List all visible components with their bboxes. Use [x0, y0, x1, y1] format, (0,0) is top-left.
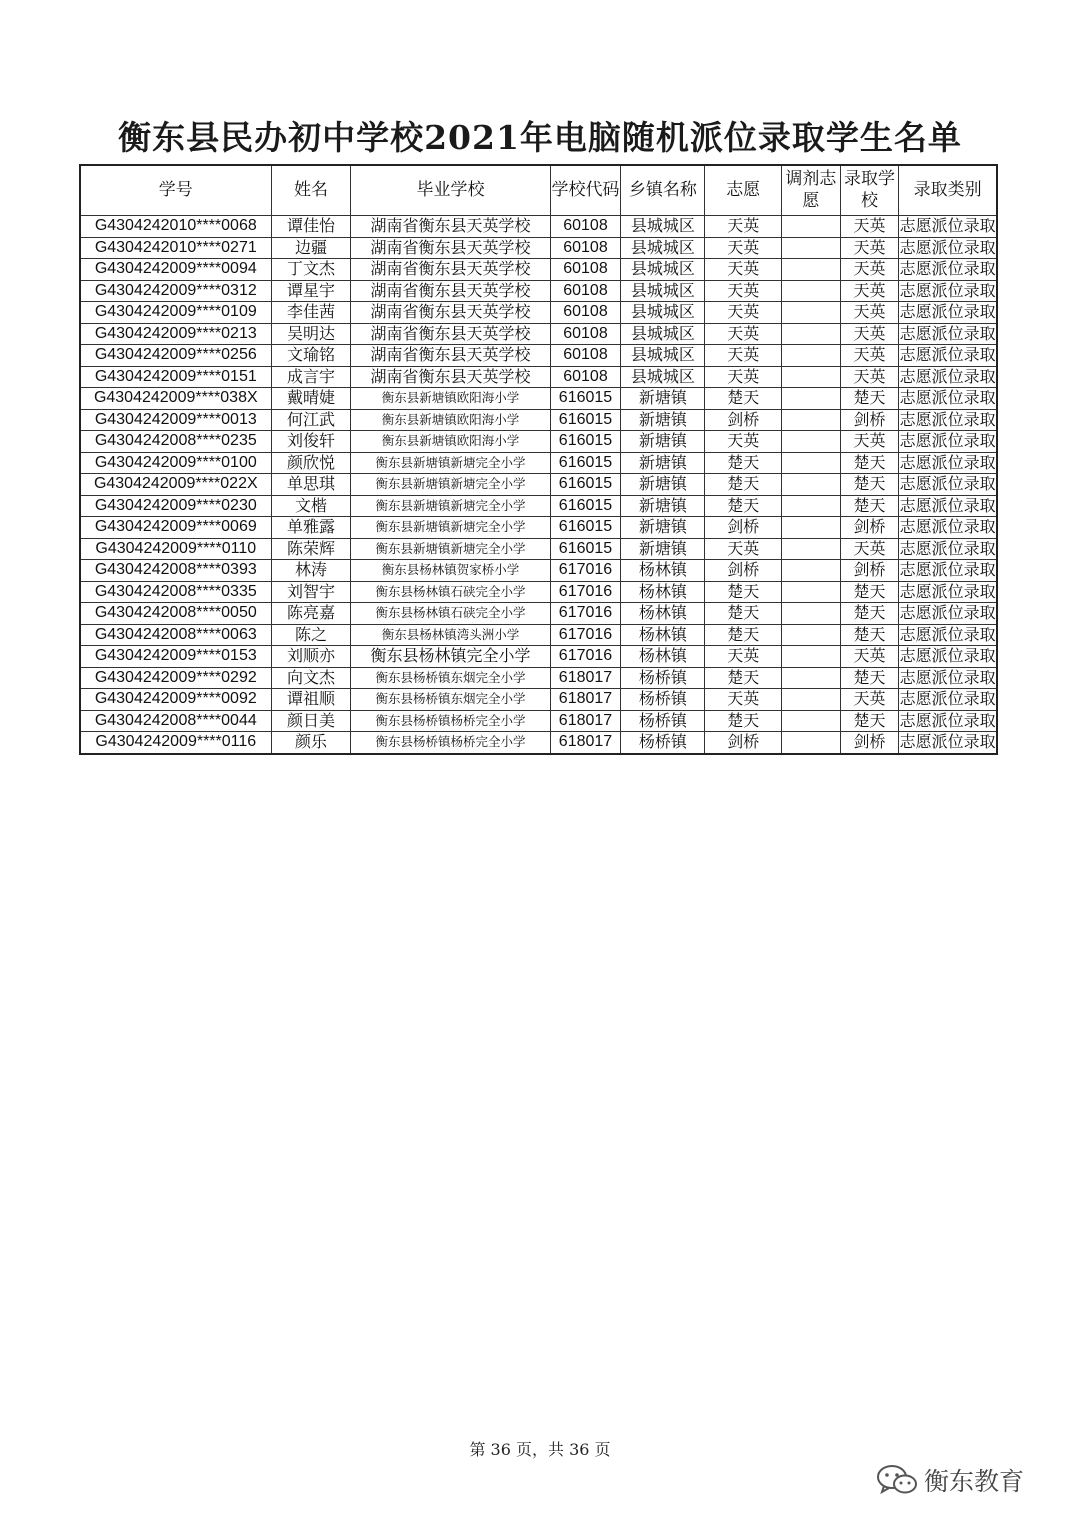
cell-graduated-school: 衡东县新塘镇欧阳海小学 [351, 388, 550, 410]
table-row [80, 409, 997, 431]
cell-admitted-school: 天英 [840, 689, 899, 711]
cell-admission-type: 志愿派位录取 [899, 667, 996, 687]
cell-choice: 天英 [705, 345, 782, 367]
cell-admission-type: 志愿派位录取 [899, 624, 996, 644]
cell-school-code: 618017 [550, 732, 621, 754]
cell-adjusted-choice [782, 409, 841, 431]
cell-admitted-school: 楚天 [840, 388, 899, 410]
cell-student-id: G4304242009****0069 [80, 517, 271, 539]
cell-town: 新塘镇 [621, 495, 705, 517]
cell-adjusted-choice [782, 366, 841, 388]
cell-admitted-school: 楚天 [840, 603, 899, 625]
cell-student-id: G4304242009****0109 [80, 302, 271, 324]
cell-school-code: 616015 [550, 517, 621, 539]
cell-name: 李佳茜 [271, 302, 351, 324]
cell-graduated-school: 衡东县杨林镇石硖完全小学 [351, 581, 550, 603]
cell-town: 杨林镇 [621, 624, 705, 646]
cell-name: 谭祖顺 [271, 689, 351, 711]
cell-graduated-school: 衡东县杨桥镇东烟完全小学 [351, 689, 550, 711]
cell-school-code: 60108 [550, 366, 621, 388]
cell-admitted-school: 楚天 [840, 624, 899, 646]
cell-student-id: G4304242008****0335 [80, 581, 271, 603]
cell-town: 县城城区 [621, 259, 705, 281]
cell-admission-type: 志愿派位录取 [899, 409, 996, 429]
cell-school-code: 616015 [550, 474, 621, 496]
cell-name: 刘智宇 [271, 581, 351, 603]
cell-choice: 楚天 [705, 495, 782, 517]
cell-choice: 剑桥 [705, 517, 782, 539]
cell-choice: 楚天 [705, 388, 782, 410]
cell-adjusted-choice [782, 452, 841, 474]
cell-adjusted-choice [782, 259, 841, 281]
cell-adjusted-choice [782, 603, 841, 625]
cell-choice: 天英 [705, 280, 782, 302]
cell-admission-type: 志愿派位录取 [899, 710, 996, 730]
cell-student-id: G4304242009****0110 [80, 538, 271, 560]
cell-graduated-school: 湖南省衡东县天英学校 [351, 237, 550, 259]
cell-graduated-school: 湖南省衡东县天英学校 [351, 216, 550, 238]
cell-choice: 楚天 [705, 710, 782, 732]
cell-graduated-school: 湖南省衡东县天英学校 [351, 259, 550, 281]
cell-student-id: G4304242009****0116 [80, 732, 271, 754]
cell-admitted-school: 天英 [840, 366, 899, 388]
cell-graduated-school: 衡东县杨林镇贺家桥小学 [351, 560, 550, 582]
cell-school-code: 60108 [550, 280, 621, 302]
cell-name: 丁文杰 [271, 259, 351, 281]
cell-school-code: 618017 [550, 710, 621, 732]
cell-choice: 天英 [705, 646, 782, 668]
cell-name: 文楷 [271, 495, 351, 517]
cell-student-id: G4304242009****0092 [80, 689, 271, 711]
table-row [80, 237, 997, 259]
cell-admitted-school: 天英 [840, 280, 899, 302]
cell-admission-type: 志愿派位录取 [899, 366, 996, 386]
table-row [80, 323, 997, 345]
table-row [80, 366, 997, 388]
cell-student-id: G4304242009****0100 [80, 452, 271, 474]
cell-name: 吴明达 [271, 323, 351, 345]
table-row [80, 732, 997, 754]
cell-student-id: G4304242009****022X [80, 474, 271, 496]
cell-admitted-school: 楚天 [840, 581, 899, 603]
cell-adjusted-choice [782, 237, 841, 259]
table-row [80, 495, 997, 517]
table-row [80, 345, 997, 367]
cell-adjusted-choice [782, 302, 841, 324]
cell-adjusted-choice [782, 431, 841, 453]
cell-choice: 楚天 [705, 581, 782, 603]
cell-choice: 天英 [705, 538, 782, 560]
cell-admission-type: 志愿派位录取 [899, 302, 996, 322]
table-row [80, 538, 997, 560]
cell-admission-type: 志愿派位录取 [899, 538, 996, 558]
cell-town: 县城城区 [621, 302, 705, 324]
cell-graduated-school: 衡东县新塘镇欧阳海小学 [351, 409, 550, 431]
cell-admitted-school: 楚天 [840, 474, 899, 496]
cell-adjusted-choice [782, 323, 841, 345]
header-name: 姓名 [271, 165, 351, 216]
cell-town: 新塘镇 [621, 409, 705, 431]
cell-student-id: G4304242009****0094 [80, 259, 271, 281]
cell-town: 杨林镇 [621, 646, 705, 668]
table-row [80, 216, 997, 238]
cell-name: 林涛 [271, 560, 351, 582]
cell-town: 杨林镇 [621, 581, 705, 603]
cell-town: 县城城区 [621, 345, 705, 367]
cell-school-code: 60108 [550, 323, 621, 345]
cell-school-code: 616015 [550, 538, 621, 560]
cell-student-id: G4304242010****0271 [80, 237, 271, 259]
cell-graduated-school: 湖南省衡东县天英学校 [351, 323, 550, 345]
table-row [80, 259, 997, 281]
cell-graduated-school: 湖南省衡东县天英学校 [351, 302, 550, 324]
cell-graduated-school: 湖南省衡东县天英学校 [351, 345, 550, 367]
watermark [876, 1462, 1024, 1498]
cell-adjusted-choice [782, 280, 841, 302]
cell-school-code: 60108 [550, 345, 621, 367]
table-row [80, 624, 997, 646]
cell-admitted-school: 天英 [840, 323, 899, 345]
cell-choice: 天英 [705, 259, 782, 281]
cell-name: 陈之 [271, 624, 351, 646]
header-admitted-school: 录取学校 [840, 165, 899, 216]
cell-school-code: 616015 [550, 409, 621, 431]
cell-school-code: 616015 [550, 495, 621, 517]
cell-adjusted-choice [782, 474, 841, 496]
cell-adjusted-choice [782, 560, 841, 582]
cell-admitted-school: 剑桥 [840, 409, 899, 431]
cell-town: 县城城区 [621, 280, 705, 302]
cell-admitted-school: 天英 [840, 259, 899, 281]
cell-adjusted-choice [782, 710, 841, 732]
header-town: 乡镇名称 [621, 165, 705, 216]
cell-town: 杨林镇 [621, 603, 705, 625]
cell-adjusted-choice [782, 538, 841, 560]
cell-admitted-school: 天英 [840, 431, 899, 453]
cell-graduated-school: 衡东县杨桥镇东烟完全小学 [351, 667, 550, 689]
cell-town: 县城城区 [621, 323, 705, 345]
cell-student-id: G4304242009****0230 [80, 495, 271, 517]
cell-graduated-school: 衡东县新塘镇新塘完全小学 [351, 452, 550, 474]
cell-graduated-school: 衡东县杨桥镇杨桥完全小学 [351, 732, 550, 754]
cell-admitted-school: 天英 [840, 237, 899, 259]
cell-choice: 天英 [705, 216, 782, 238]
page-footer: 第 36 页，共 36 页 [469, 1440, 611, 1459]
cell-student-id: G4304242008****0063 [80, 624, 271, 646]
table-row [80, 646, 997, 668]
cell-student-id: G4304242009****0151 [80, 366, 271, 388]
cell-town: 杨桥镇 [621, 710, 705, 732]
cell-choice: 楚天 [705, 603, 782, 625]
cell-school-code: 60108 [550, 302, 621, 324]
cell-choice: 楚天 [705, 624, 782, 646]
cell-school-code: 617016 [550, 646, 621, 668]
header-admission-type: 录取类别 [899, 165, 997, 216]
cell-graduated-school: 衡东县新塘镇新塘完全小学 [351, 474, 550, 496]
cell-town: 县城城区 [621, 237, 705, 259]
cell-adjusted-choice [782, 216, 841, 238]
cell-graduated-school: 衡东县杨林镇完全小学 [351, 646, 550, 668]
cell-admitted-school: 剑桥 [840, 517, 899, 539]
cell-admission-type: 志愿派位录取 [899, 388, 996, 408]
table-row [80, 667, 997, 689]
cell-choice: 剑桥 [705, 732, 782, 754]
cell-student-id: G4304242009****0312 [80, 280, 271, 302]
cell-graduated-school: 衡东县新塘镇欧阳海小学 [351, 431, 550, 453]
admission-table [79, 164, 998, 755]
table-row [80, 431, 997, 453]
cell-name: 向文杰 [271, 667, 351, 689]
cell-choice: 楚天 [705, 452, 782, 474]
cell-admitted-school: 剑桥 [840, 732, 899, 754]
cell-town: 新塘镇 [621, 538, 705, 560]
cell-adjusted-choice [782, 345, 841, 367]
wechat-icon [876, 1463, 918, 1497]
cell-student-id: G4304242009****0213 [80, 323, 271, 345]
cell-admitted-school: 剑桥 [840, 560, 899, 582]
cell-graduated-school: 衡东县新塘镇新塘完全小学 [351, 495, 550, 517]
cell-town: 新塘镇 [621, 388, 705, 410]
cell-student-id: G4304242008****0235 [80, 431, 271, 453]
cell-student-id: G4304242009****0013 [80, 409, 271, 431]
cell-school-code: 60108 [550, 259, 621, 281]
cell-graduated-school: 衡东县杨林镇石硖完全小学 [351, 603, 550, 625]
table-row [80, 581, 997, 603]
cell-admission-type: 志愿派位录取 [899, 216, 996, 236]
table-row [80, 302, 997, 324]
cell-school-code: 618017 [550, 689, 621, 711]
cell-name: 戴晴婕 [271, 388, 351, 410]
cell-admitted-school: 楚天 [840, 495, 899, 517]
cell-student-id: G4304242010****0068 [80, 216, 271, 238]
cell-choice: 天英 [705, 689, 782, 711]
cell-choice: 楚天 [705, 474, 782, 496]
cell-name: 颜日美 [271, 710, 351, 732]
cell-admitted-school: 天英 [840, 345, 899, 367]
cell-adjusted-choice [782, 517, 841, 539]
cell-choice: 天英 [705, 237, 782, 259]
cell-student-id: G4304242008****0393 [80, 560, 271, 582]
cell-admission-type: 志愿派位录取 [899, 345, 996, 365]
cell-admission-type: 志愿派位录取 [899, 280, 996, 300]
table-row [80, 560, 997, 582]
cell-name: 刘顺亦 [271, 646, 351, 668]
cell-name: 颜乐 [271, 732, 351, 754]
cell-choice: 天英 [705, 366, 782, 388]
table-row [80, 603, 997, 625]
cell-town: 县城城区 [621, 216, 705, 238]
header-adjusted-choice: 调剂志愿 [782, 165, 841, 216]
table-body [80, 216, 997, 754]
cell-student-id: G4304242009****0292 [80, 667, 271, 689]
table-row [80, 388, 997, 410]
cell-admitted-school: 楚天 [840, 667, 899, 689]
cell-name: 单雅露 [271, 517, 351, 539]
table-row [80, 474, 997, 496]
cell-school-code: 617016 [550, 624, 621, 646]
cell-graduated-school: 衡东县杨桥镇杨桥完全小学 [351, 710, 550, 732]
cell-name: 谭佳怡 [271, 216, 351, 238]
cell-school-code: 617016 [550, 560, 621, 582]
cell-adjusted-choice [782, 388, 841, 410]
table-row [80, 517, 997, 539]
cell-town: 新塘镇 [621, 431, 705, 453]
cell-school-code: 60108 [550, 216, 621, 238]
cell-adjusted-choice [782, 581, 841, 603]
cell-name: 陈亮嘉 [271, 603, 351, 625]
cell-school-code: 616015 [550, 388, 621, 410]
cell-adjusted-choice [782, 689, 841, 711]
cell-student-id: G4304242009****0153 [80, 646, 271, 668]
cell-admitted-school: 天英 [840, 302, 899, 324]
cell-graduated-school: 湖南省衡东县天英学校 [351, 280, 550, 302]
cell-admission-type: 志愿派位录取 [899, 495, 996, 515]
cell-town: 杨林镇 [621, 560, 705, 582]
cell-admission-type: 志愿派位录取 [899, 474, 996, 494]
cell-choice: 楚天 [705, 667, 782, 689]
cell-school-code: 618017 [550, 667, 621, 689]
cell-town: 新塘镇 [621, 452, 705, 474]
header-graduated-school: 毕业学校 [351, 165, 550, 216]
cell-admission-type: 志愿派位录取 [899, 689, 996, 709]
cell-school-code: 617016 [550, 581, 621, 603]
cell-choice: 剑桥 [705, 560, 782, 582]
cell-school-code: 616015 [550, 452, 621, 474]
cell-admission-type: 志愿派位录取 [899, 603, 996, 623]
cell-adjusted-choice [782, 495, 841, 517]
header-school-code: 学校代码 [550, 165, 621, 216]
cell-admission-type: 志愿派位录取 [899, 259, 996, 279]
cell-school-code: 616015 [550, 431, 621, 453]
cell-choice: 剑桥 [705, 409, 782, 431]
cell-admission-type: 志愿派位录取 [899, 581, 996, 601]
cell-adjusted-choice [782, 624, 841, 646]
header-student-id: 学号 [80, 165, 271, 216]
cell-school-code: 60108 [550, 237, 621, 259]
cell-name: 单思琪 [271, 474, 351, 496]
cell-admission-type: 志愿派位录取 [899, 560, 996, 580]
cell-admission-type: 志愿派位录取 [899, 517, 996, 537]
cell-town: 杨桥镇 [621, 667, 705, 689]
table-row [80, 280, 997, 302]
cell-school-code: 617016 [550, 603, 621, 625]
cell-name: 颜欣悦 [271, 452, 351, 474]
cell-town: 杨桥镇 [621, 689, 705, 711]
cell-student-id: G4304242009****038X [80, 388, 271, 410]
table-row [80, 452, 997, 474]
cell-admitted-school: 楚天 [840, 452, 899, 474]
cell-name: 谭星宇 [271, 280, 351, 302]
cell-adjusted-choice [782, 667, 841, 689]
cell-admitted-school: 天英 [840, 538, 899, 560]
header-choice: 志愿 [705, 165, 782, 216]
cell-name: 文瑜铭 [271, 345, 351, 367]
cell-graduated-school: 衡东县新塘镇新塘完全小学 [351, 538, 550, 560]
cell-name: 成言宇 [271, 366, 351, 388]
cell-name: 何江武 [271, 409, 351, 431]
cell-choice: 天英 [705, 323, 782, 345]
table-row [80, 689, 997, 711]
cell-student-id: G4304242008****0044 [80, 710, 271, 732]
table-header-row [80, 165, 997, 216]
cell-admission-type: 志愿派位录取 [899, 452, 996, 472]
cell-student-id: G4304242008****0050 [80, 603, 271, 625]
cell-admission-type: 志愿派位录取 [899, 431, 996, 451]
cell-name: 陈荣辉 [271, 538, 351, 560]
cell-admission-type: 志愿派位录取 [899, 237, 996, 257]
cell-graduated-school: 衡东县新塘镇新塘完全小学 [351, 517, 550, 539]
cell-graduated-school: 衡东县杨林镇湾头洲小学 [351, 624, 550, 646]
cell-admission-type: 志愿派位录取 [899, 323, 996, 343]
cell-student-id: G4304242009****0256 [80, 345, 271, 367]
cell-adjusted-choice [782, 732, 841, 754]
cell-town: 杨桥镇 [621, 732, 705, 754]
cell-admitted-school: 天英 [840, 646, 899, 668]
watermark-text: 衡东教育 [924, 1467, 1025, 1496]
table-row [80, 710, 997, 732]
cell-admitted-school: 楚天 [840, 710, 899, 732]
cell-name: 边疆 [271, 237, 351, 259]
cell-town: 新塘镇 [621, 474, 705, 496]
cell-name: 刘俊轩 [271, 431, 351, 453]
cell-admitted-school: 天英 [840, 216, 899, 238]
cell-choice: 天英 [705, 431, 782, 453]
cell-admission-type: 志愿派位录取 [899, 732, 997, 754]
cell-town: 新塘镇 [621, 517, 705, 539]
cell-choice: 天英 [705, 302, 782, 324]
cell-adjusted-choice [782, 646, 841, 668]
page-title: 衡东县民办初中学校2021年电脑随机派位录取学生名单 [118, 118, 962, 157]
cell-admission-type: 志愿派位录取 [899, 646, 996, 666]
cell-town: 县城城区 [621, 366, 705, 388]
cell-graduated-school: 湖南省衡东县天英学校 [351, 366, 550, 388]
